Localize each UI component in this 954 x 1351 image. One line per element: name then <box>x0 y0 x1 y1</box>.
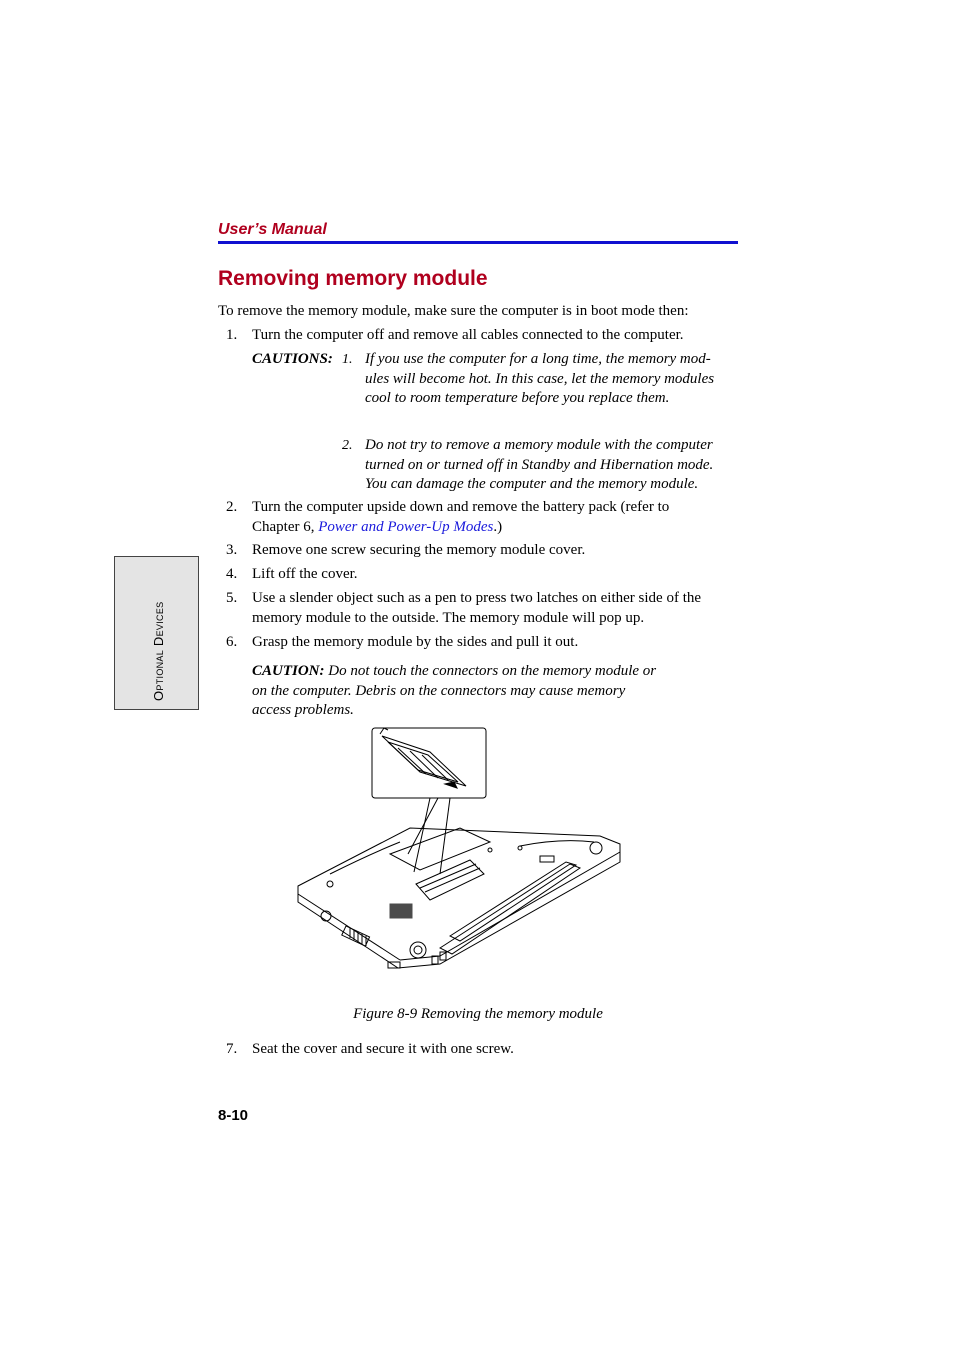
caution-note <box>252 662 692 721</box>
memory-bay <box>390 828 490 870</box>
caution-text <box>365 350 735 409</box>
caution-text <box>365 436 735 495</box>
step-text: Lift off the cover. <box>252 566 358 582</box>
caution-line: ules will become hot. In this case, let the memory modules <box>365 370 715 387</box>
chapter-tab-label: Optional Devices <box>151 601 166 701</box>
list-item <box>218 589 738 628</box>
caution-line: access problems. <box>252 702 354 718</box>
chapter-side-tab <box>114 556 199 710</box>
step-number: 5. <box>226 590 238 606</box>
cross-reference-link[interactable]: Power and Power-Up Modes <box>318 518 494 535</box>
caution-number: 2. <box>342 438 353 453</box>
step-number: 2. <box>226 499 238 515</box>
header-rule <box>218 241 738 244</box>
step-text: Grasp the memory module by the sides and pull it out. <box>252 634 579 650</box>
memory-module-illustration <box>290 724 630 996</box>
caution-line: Do not try to remove a memory module with the computer <box>365 437 713 453</box>
step-text: Remove one screw securing the memory module cover. <box>252 542 586 558</box>
laptop-body <box>298 828 620 968</box>
caution-line: cool to room temperature before you replace them. <box>365 390 670 406</box>
caution-line: turned on or turned off in Standby and Hibernation mode. <box>365 456 714 473</box>
step-text: Use a slender object such as a pen to press two latches on either side of the memory module to the outside. The memory module will pop up. <box>252 590 702 626</box>
caution-line: If you use the computer for a long time, the memory mod- <box>365 351 711 367</box>
cautions-label: CAUTIONS: <box>252 351 333 367</box>
caution-line: on the computer. Debris on the connectors may cause memory <box>252 682 626 699</box>
step-number: 1. <box>226 327 238 343</box>
step-number: 3. <box>226 542 238 558</box>
list-item <box>218 541 738 561</box>
list-item <box>218 326 738 346</box>
caution-line: Do not touch the connectors on the memory module or <box>324 663 657 679</box>
step-text-part: Turn the computer upside down and remove the battery pack (refer to Chapter 6, <box>252 499 670 535</box>
list-item <box>218 1040 738 1060</box>
caution-line: You can damage the computer and the memory module. <box>365 476 699 492</box>
intro-paragraph: To remove the memory module, make sure the computer is in boot mode then: <box>218 303 689 319</box>
step-text-part: .) <box>493 518 503 535</box>
caution-number: 1. <box>342 352 353 367</box>
list-item <box>218 565 738 585</box>
step-number: 6. <box>226 634 238 650</box>
figure-caption: Figure 8-9 Removing the memory module <box>353 1006 603 1022</box>
step-text: Seat the cover and secure it with one screw. <box>252 1041 514 1057</box>
list-item <box>218 633 738 653</box>
list-item <box>218 498 738 537</box>
section-title: Removing memory module <box>218 267 488 290</box>
step-number: 4. <box>226 566 238 582</box>
step-text <box>252 498 712 537</box>
caution-label: CAUTION: <box>252 663 325 679</box>
step-text: Turn the computer off and remove all cables connected to the computer. <box>252 327 684 343</box>
running-header: User’s Manual <box>218 221 327 238</box>
page-number: 8-10 <box>218 1107 249 1124</box>
step-number: 7. <box>226 1041 238 1057</box>
